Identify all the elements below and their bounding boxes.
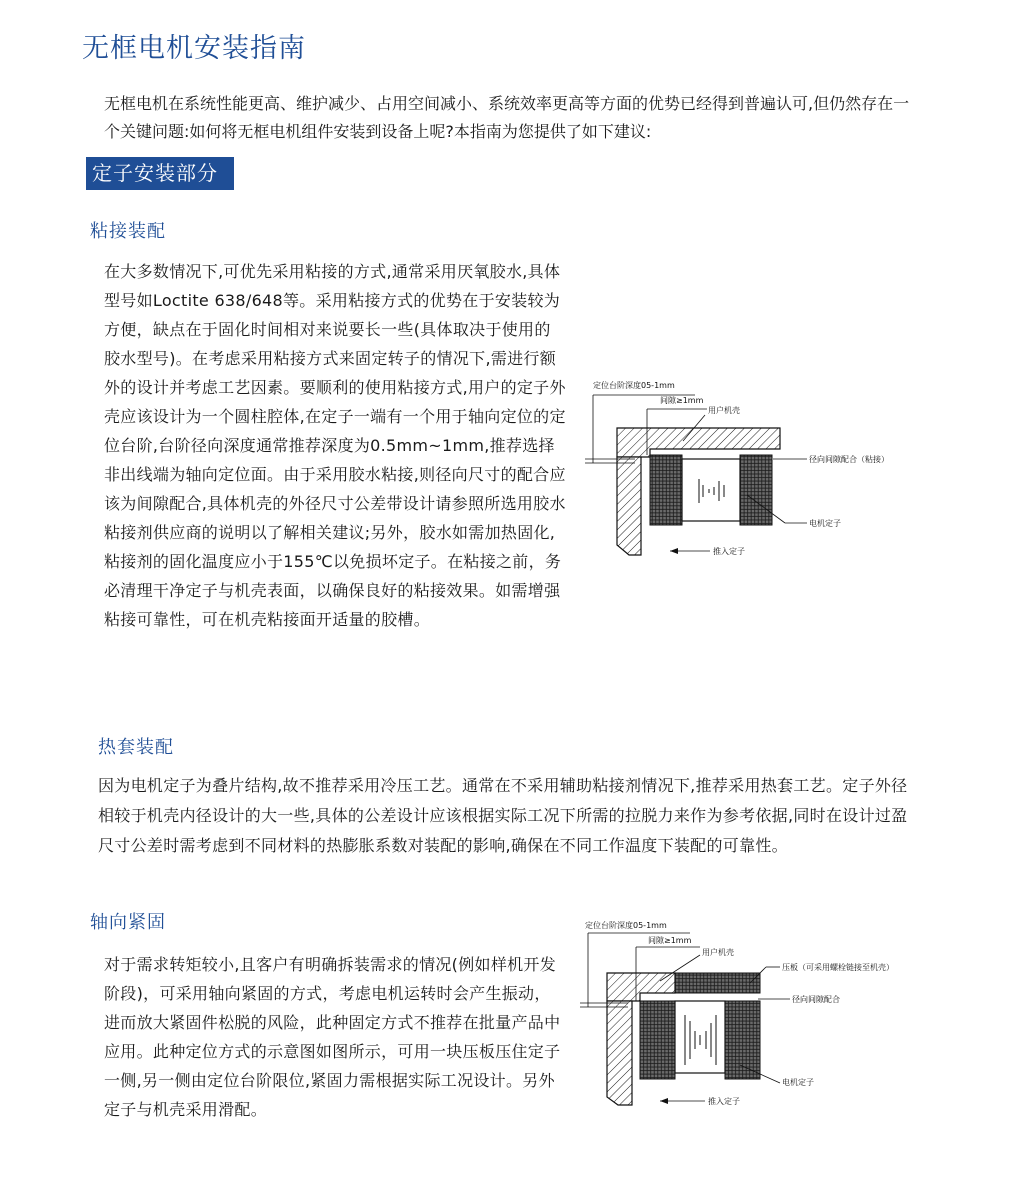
label-step-depth: 定位台阶深度05-1mm: [585, 921, 667, 930]
label-step-depth: 定位台阶深度05-1mm: [593, 381, 675, 390]
stator-right-shape: [725, 1001, 760, 1079]
coil-shape: [682, 459, 740, 521]
housing-shape: [607, 973, 675, 1001]
bonding-diagram: [585, 375, 925, 575]
page-title: 无框电机安装指南: [82, 33, 306, 64]
heading-shrink-fit: 热套装配: [98, 737, 174, 758]
clamp-plate-shape: [675, 973, 760, 993]
label-radial-fit: 径向间隙配合: [792, 995, 840, 1004]
stator-right-shape: [740, 455, 772, 525]
housing-wall-shape: [607, 1001, 632, 1105]
label-stator: 电机定子: [782, 1078, 814, 1087]
label-gap: 间隙≥1mm: [660, 396, 704, 405]
bonding-paragraph: 在大多数情况下,可优先采用粘接的方式,通常采用厌氧胶水,具体型号如Loctite 638/648等。采用粘接方式的优势在于安装较为方便，缺点在于固化时间相对来说要长一些(具体取决于使用的胶水型号)。在考虑采用粘接方式来固定转子的情况下,需进行额外的设计并考虑工艺因素。要顺利的使用粘接方式,用户的定子外壳应该设计为一个圆柱腔体,在定子一端有一个用于轴向定位的定位台阶,台阶径向深度通常推荐深度为0.5mm~1mm,推荐选择非出线端为轴向定位面。由于采用胶水粘接,则径向尺寸的配合应该为间隙配合,具体机壳的外径尺寸公差带设计请参照所选用胶水粘接剂供应商的说明以了解相关建议;另外，胶水如需加热固化,粘接剂的固化温度应小于155℃以免损坏定子。在粘接之前，务必清理干净定子与机壳表面，以确保良好的粘接效果。如需增强粘接可靠性，可在机壳粘接面开适量的胶槽。: [104, 262, 566, 629]
label-radial-fit: 径向间隙配合（粘接）: [809, 455, 889, 464]
stator-left-shape: [650, 455, 682, 525]
label-gap: 间隙≥1mm: [648, 936, 692, 945]
housing-shape: [617, 428, 780, 457]
label-push: 推入定子: [708, 1097, 740, 1106]
shrink-fit-paragraph: 因为电机定子为叠片结构,故不推荐采用冷压工艺。通常在不采用辅助粘接剂情况下,推荐采用热套工艺。定子外径相较于机壳内径设计的大一些,具体的公差设计应该根据实际工况下所需的拉脱力来作为参考依据,同时在设计过盈尺寸公差时需考虑到不同材料的热膨胀系数对装配的影响,确保在不同工作温度下装配的可靠性。: [98, 776, 908, 855]
label-housing: 用户机壳: [702, 948, 734, 957]
label-clamp-plate: 压板（可采用螺栓链接至机壳）: [782, 963, 894, 972]
intro-paragraph: 无框电机在系统性能更高、维护减少、占用空间减小、系统效率更高等方面的优势已经得到普遍认可,但仍然存在一个关键问题:如何将无框电机组件安装到设备上呢?本指南为您提供了如下建议:: [104, 94, 910, 141]
label-push: 推入定子: [713, 547, 745, 556]
section-banner: 定子安装部分: [86, 157, 234, 190]
axial-fastening-paragraph: 对于需求转矩较小,且客户有明确拆装需求的情况(例如样机开发阶段)，可采用轴向紧固的方式，考虑电机运转时会产生振动，进而放大紧固件松脱的风险，此种固定方式不推荐在批量产品中应用。此种定位方式的示意图如图所示，可用一块压板压住定子一侧,另一侧由定位台阶限位,紧固力需根据实际工况设计。另外定子与机壳采用滑配。: [104, 955, 561, 1119]
axial-fastening-diagram: [580, 915, 925, 1120]
label-stator: 电机定子: [809, 519, 841, 528]
label-housing: 用户机壳: [708, 406, 740, 415]
housing-wall-shape: [617, 457, 641, 555]
heading-bonding: 粘接装配: [90, 221, 166, 242]
stator-left-shape: [640, 1001, 675, 1079]
heading-axial-fastening: 轴向紧固: [90, 912, 166, 933]
